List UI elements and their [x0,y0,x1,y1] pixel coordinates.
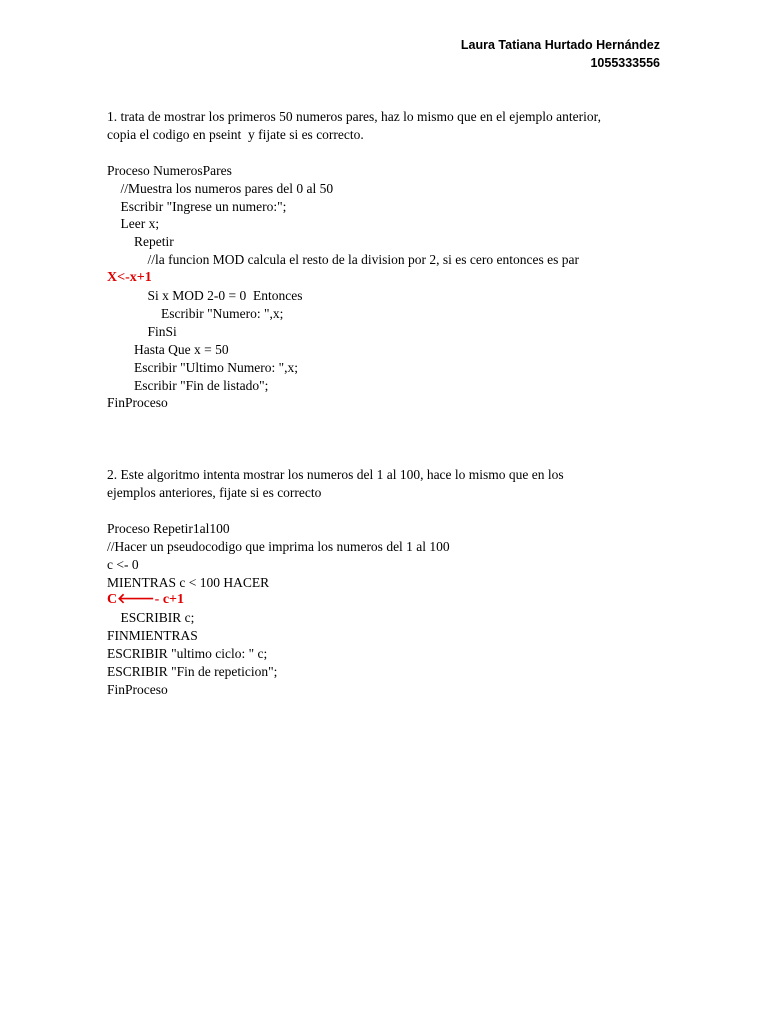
code-line: FinProceso [107,681,168,697]
exercise-2-prompt-line-1: 2. Este algoritmo intenta mostrar los numeros del 1 al 100, hace lo mismo que en los [107,467,564,483]
code-line: Si x MOD 2-0 = 0 Entonces [107,288,303,304]
code-line: FinSi [107,323,177,339]
author-name: Laura Tatiana Hurtado Hernández [460,38,660,52]
exercise-2-prompt-line-2: ejemplos anteriores, fijate si es correcto [107,484,322,500]
code-line: Proceso Repetir1al100 [107,520,230,536]
exercise-1-code-block [107,162,667,413]
code-line: FinProceso [107,395,168,411]
code-line: Leer x; [107,216,160,232]
exercise-1-prompt-line-2: copia el codigo en pseint y fijate si es correcto. [107,126,364,142]
code-line: Hasta Que x = 50 [107,341,229,357]
code-line: //Muestra los numeros pares del 0 al 50 [107,180,334,196]
code-line: Escribir "Numero: ",x; [107,305,284,321]
code-line: MIENTRAS c < 100 HACER [107,574,270,590]
document-header [461,36,660,72]
exercise-1-prompt-line-1: 1. trata de mostrar los primeros 50 numeros pares, haz lo mismo que en el ejemplo anterior, [107,109,601,124]
exercise-2-code-block [107,520,667,699]
exercise-2 [107,466,667,699]
spacer [107,412,667,466]
code-line: //la funcion MOD calcula el resto de la division por 2, si es cero entonces es par [107,252,579,268]
code-line: ESCRIBIR "ultimo ciclo: " c; [107,646,268,662]
exercise-1 [107,108,667,412]
code-line: Escribir "Fin de listado"; [107,377,269,393]
code-line: Escribir "Ingrese un numero:"; [107,198,287,214]
spacer [107,144,667,162]
code-line: Escribir "Ultimo Numero: ",x; [107,359,298,375]
code-line: FINMIENTRAS [107,628,198,644]
id-number: 1055333556 [590,56,660,70]
code-line: ESCRIBIR c; [107,610,195,626]
correction-line: C🡐- c+1 [107,592,185,608]
code-line: //Hacer un pseudocodigo que imprima los numeros del 1 al 100 [107,538,450,554]
code-line: Proceso NumerosPares [107,162,232,178]
code-line: ESCRIBIR "Fin de repeticion"; [107,664,278,680]
spacer [107,502,667,520]
document-body [107,108,667,699]
correction-line: X<-x+1 [107,270,152,286]
code-line: c <- 0 [107,556,139,572]
code-line: Repetir [107,234,174,250]
